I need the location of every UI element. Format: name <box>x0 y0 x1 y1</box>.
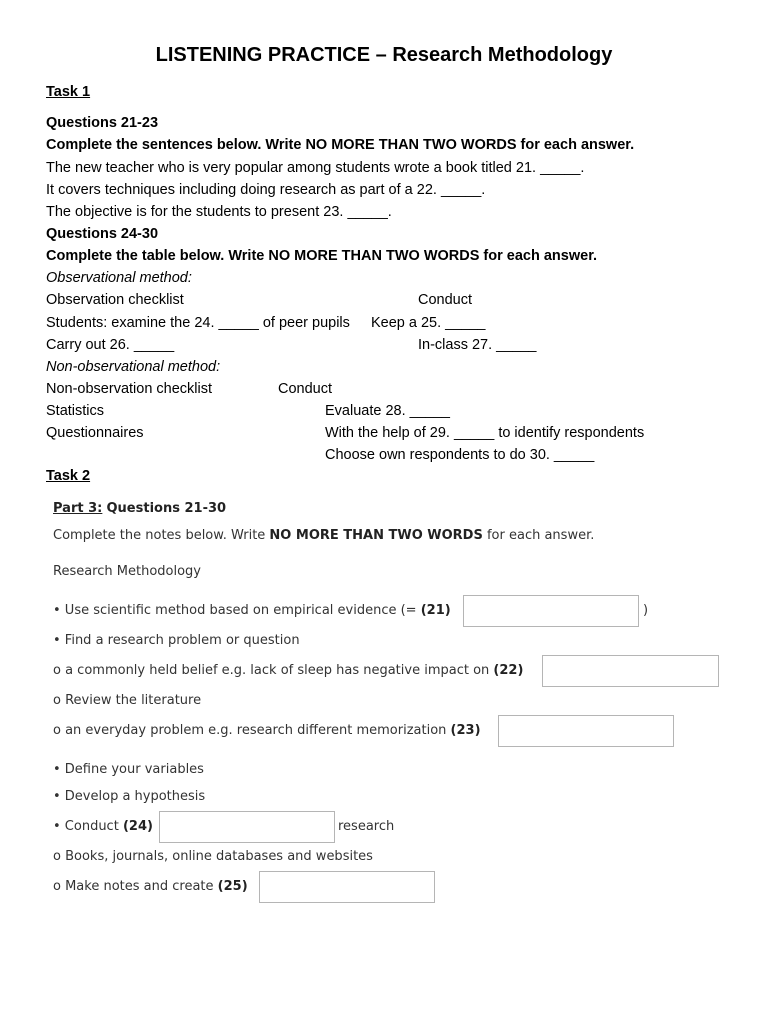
nonobs-header-left: Non-observation checklist <box>46 381 213 397</box>
page-title: LISTENING PRACTICE – Research Methodology <box>155 44 613 66</box>
q21-23-instruction: Complete the sentences below. Write NO MORE THAN TWO WORDS for each answer. <box>46 137 635 153</box>
note-21: • Use scientific method based on empirical evidence (= (21) <box>53 603 451 618</box>
note-find-problem: • Find a research problem or question <box>53 633 300 648</box>
nonobs-row-2-right: With the help of 29. _____ to identify respondents <box>325 425 645 441</box>
note-25: o Make notes and create (25) <box>53 879 248 894</box>
note-24: • Conduct (24) <box>53 819 153 834</box>
obs-row-2-right: Keep a 25. _____ <box>371 315 486 331</box>
obs-row-3-right: In-class 27. _____ <box>418 337 537 353</box>
task1-heading: Task 1 <box>46 84 91 100</box>
note-review-literature: o Review the literature <box>53 693 202 708</box>
note-24-after: research <box>338 819 395 834</box>
answer-box-21[interactable] <box>463 595 639 627</box>
answer-box-23[interactable] <box>498 715 674 747</box>
part-questions: Questions 21-30 <box>106 501 227 516</box>
obs-row-1-right: Conduct <box>418 292 473 308</box>
obs-row-1-left: Observation checklist <box>46 292 184 308</box>
note-23: o an everyday problem e.g. research different memorization (23) <box>53 723 481 738</box>
note-define-variables: • Define your variables <box>53 762 204 777</box>
q24-30-heading: Questions 24-30 <box>46 226 159 242</box>
nonobs-row-1-right: Evaluate 28. _____ <box>325 403 450 419</box>
note-sources: o Books, journals, online databases and websites <box>53 849 373 864</box>
note-21-close: ) <box>643 603 649 618</box>
sentence-22: It covers techniques including doing research as part of a 22. _____. <box>46 182 486 198</box>
observational-label: Observational method: <box>46 270 192 286</box>
q21-23-heading: Questions 21-23 <box>46 115 159 131</box>
answer-box-24[interactable] <box>159 811 335 843</box>
q24-30-instruction: Complete the table below. Write NO MORE THAN TWO WORDS for each answer. <box>46 248 598 264</box>
sentence-23: The objective is for the students to present 23. _____. <box>46 204 392 220</box>
non-observational-label: Non-observational method: <box>46 359 221 375</box>
part-heading <box>53 500 226 518</box>
task2-heading: Task 2 <box>46 468 91 484</box>
nonobs-header-right: Conduct <box>278 381 333 397</box>
answer-box-22[interactable] <box>542 655 719 687</box>
note-develop-hypothesis: • Develop a hypothesis <box>53 789 206 804</box>
nonobs-row-1-left: Statistics <box>46 403 105 419</box>
note-22: o a commonly held belief e.g. lack of sleep has negative impact on (22) <box>53 663 524 678</box>
sentence-21: The new teacher who is very popular among students wrote a book titled 21. _____. <box>46 160 585 176</box>
notes-title: Research Methodology <box>53 564 201 579</box>
task2-instruction: Complete the notes below. Write NO MORE THAN TWO WORDS for each answer. <box>53 528 595 543</box>
answer-box-25[interactable] <box>259 871 435 903</box>
obs-row-2-left: Students: examine the 24. _____ of peer pupils <box>46 315 350 331</box>
obs-row-3-left: Carry out 26. _____ <box>46 337 175 353</box>
nonobs-row-2-left: Questionnaires <box>46 425 144 441</box>
part-label: Part 3: <box>53 501 103 516</box>
nonobs-row-3-right: Choose own respondents to do 30. _____ <box>325 447 595 463</box>
